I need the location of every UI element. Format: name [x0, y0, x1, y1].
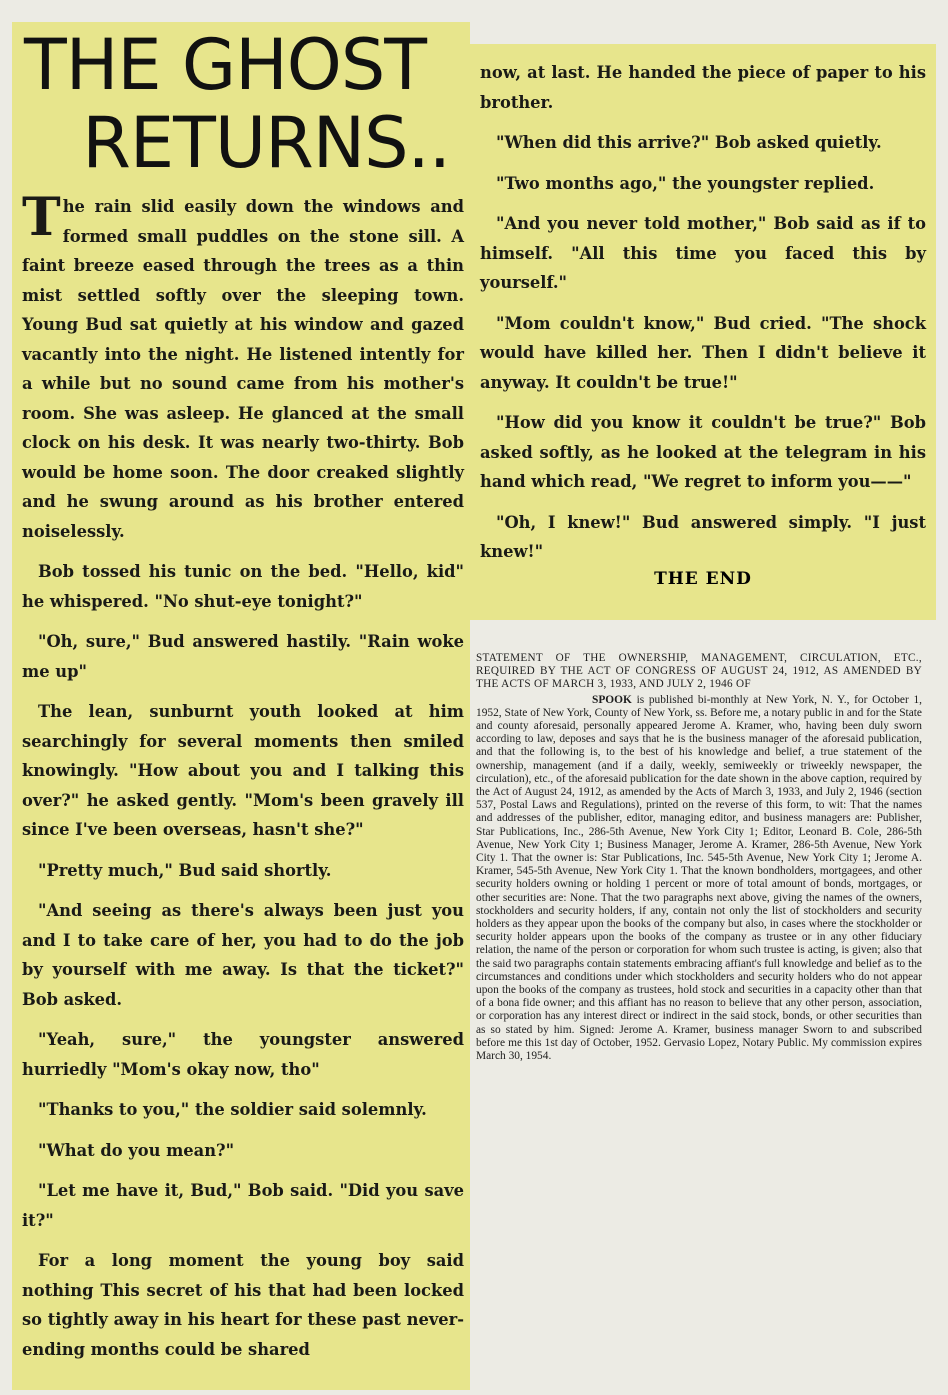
- story-paragraph: "And seeing as there's always been just you and I to take care of her, you had to do the job by yourself with me away. Is that the ticket?" Bob asked.: [22, 901, 464, 1009]
- story-paragraph: "And you never told mother," Bob said as if to himself. "All this time you faced this by yourself.": [480, 214, 926, 292]
- story-text-right: [480, 58, 926, 589]
- drop-cap-letter: T: [22, 187, 61, 248]
- story-paragraph: For a long moment the young boy said nothing This secret of his that had been locked so tightly away in his heart for these past never-ending months could be shared: [22, 1251, 464, 1359]
- story-paragraph: "Yeah, sure," the youngster answered hurriedly "Mom's okay now, tho": [22, 1030, 464, 1079]
- story-paragraph: "Oh, sure," Bud answered hastily. "Rain woke me up": [22, 632, 464, 681]
- story-paragraph: "How did you know it couldn't be true?" Bob asked softly, as he looked at the telegram in his hand which read, "We regret to inform you——": [480, 413, 926, 491]
- story-paragraph: The lean, sunburnt youth looked at him searchingly for several moments then smiled knowingly. "How about you and I talking this over?" he asked gently. "Mom's been gravely ill since I've been overseas, hasn't she?": [22, 702, 464, 839]
- story-paragraph: "What do you mean?": [38, 1140, 235, 1160]
- story-paragraph: Bob tossed his tunic on the bed. "Hello, kid" he whispered. "No shut-eye tonight?": [22, 562, 464, 611]
- story-paragraph: "Let me have it, Bud," Bob said. "Did you save it?": [22, 1181, 464, 1230]
- story-paragraph: now, at last. He handed the piece of paper to his brother.: [480, 63, 926, 112]
- story-title-line-1: THE GHOST: [24, 24, 427, 106]
- ownership-statement: [476, 652, 922, 1063]
- statement-body-text: is published bi-monthly at New York, N. Y., for October 1, 1952, State of New York, County of New York, ss. Before me, a notary public in and for the State and county aforesaid, personally appeared Jerome A. Kramer, who, having been duly sworn according to law, deposes and says that he is the business manager of the aforesaid publication, and that the following is, to the best of his knowledge and belief, a true statement of the ownership, management (and if a daily, weekly, semiweekly or triweekly newspaper, the circulation), etc., of the aforesaid publication for the date shown in the above caption, required by the Act of August 24, 1912, as amended by the Acts of March 3, 1933, and July 2, 1946 (section 537, Postal Laws and Regulations), printed on the reverse of this form, to wit: That the names and addresses of the publisher, editor, managing editor, and business managers are: Publisher, Star Publications, Inc., 286-5th Avenue, New York City 1; Editor, Leonard B. Cole, 286-5th Avenue, New York City 1; Business Manager, Jerome A. Kramer, 286-5th Avenue, New York City 1. That the owner is: Star Publications, Inc. 545-5th Avenue, New York City 1; Jerome A. Kramer, 545-5th Avenue, New York City 1. That the known bondholders, mortgagees, and other security holders owning or holding 1 percent or more of total amount of bonds, mortgages, or other securities are: None. That the two paragraphs next above, giving the names of the owners, stockholders and security holders, if any, contain not only the list of stockholders and security holders as they appear upon the books of the company but also, in cases where the stockholder or security holder appears upon the books of the company as trustee or in any other fiduciary relation, the name of the person or corporation for whom such trustee is acting, is given; also that the said two paragraphs contain statements embracing affiant's full knowledge and belief as to the circumstances and conditions under which stockholders and security holders who do not appear upon the books of the company as trustees, hold stock and securities in a capacity other than that of a bona fide owner; and this affiant has no reason to believe that any other person, association, or corporation has any interest direct or indirect in the said stock, bonds, or other securities than as so stated by him. Signed: Jerome A. Kramer, business manager Sworn to and subscribed before me this 1st day of October, 1952. Gervasio Lopez, Notary Public. My commission expires March 30, 1954.: [476, 693, 922, 1063]
- statement-heading: STATEMENT OF THE OWNERSHIP, MANAGEMENT, CIRCULATION, ETC., REQUIRED BY THE ACT OF CONGRESS OF AUGUST 24, 1912, AS AMENDED BY THE ACTS OF MARCH 3, 1933, AND JULY 2, 1946 OF: [476, 652, 922, 691]
- story-paragraph: "Two months ago," the youngster replied.: [496, 173, 875, 193]
- story-column-left: [12, 22, 470, 1390]
- story-paragraph: "Mom couldn't know," Bud cried. "The shock would have killed her. Then I didn't believe it anyway. It couldn't be true!": [480, 313, 926, 392]
- story-paragraph: The rain slid easily down the windows and formed small puddles on the stone sill. A faint breeze eased through the trees as a thin mist settled softly over the sleeping town. Young Bud sat quietly at his window and gazed vacantly into the night. He listened intently for a while but no sound came from his mother's room. She was asleep. He glanced at the small clock on his desk. It was nearly two-thirty. Bob would be home soon. The door creaked slightly and he swung around as his brother entered noiselessly.: [22, 187, 464, 541]
- story-paragraph: "Pretty much," Bud said shortly.: [38, 860, 332, 880]
- story-paragraph: "When did this arrive?" Bob asked quietly.: [496, 133, 882, 152]
- story-column-right: [470, 44, 936, 620]
- the-end-label: THE END: [654, 568, 752, 589]
- statement-body: [476, 694, 922, 1064]
- publication-title: SPOOK: [592, 693, 632, 706]
- story-paragraph: "Thanks to you," the soldier said solemnly.: [38, 1100, 427, 1119]
- story-paragraph: "Oh, I knew!" Bud answered simply. "I just knew!": [480, 512, 926, 561]
- story-text-left: [22, 187, 464, 1364]
- story-title-line-2: RETURNS..: [82, 102, 450, 184]
